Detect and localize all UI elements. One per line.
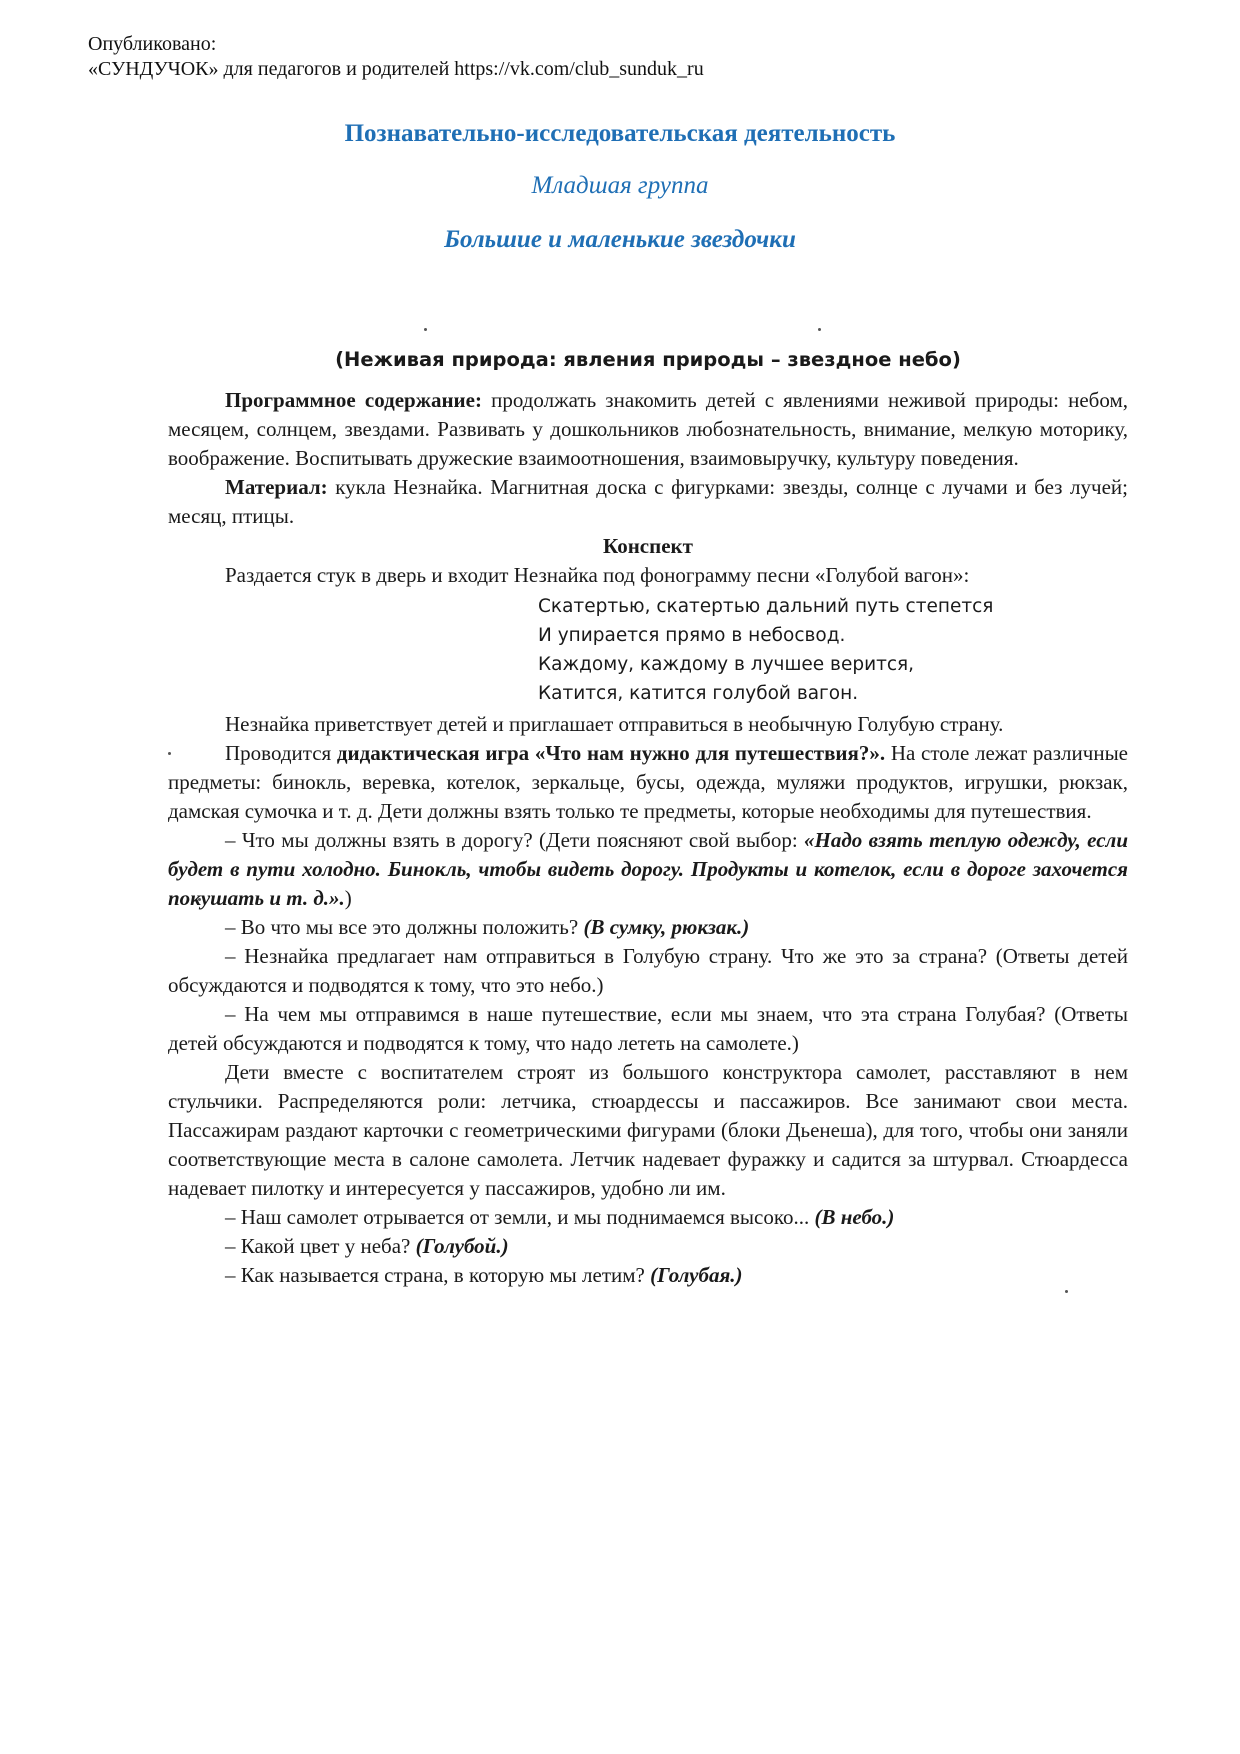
material-paragraph [168,473,1128,531]
publisher-line: «СУНДУЧОК» для педагогов и родителей https://vk.com/club_sunduk_ru [88,58,704,80]
l3-answer: (Голубая.) [650,1263,743,1287]
question-4: – На чем мы отправимся в наше путешествие, если мы знаем, что эта страна Голубая? (Ответы детей обсуждаются и подводятся к тому, что надо лететь на самолете.) [168,1002,1128,1055]
poem-line: Каждому, каждому в лучшее верится, [538,654,915,675]
q2-answer: (В сумку, рюкзак.) [583,915,750,939]
song-lyrics [538,592,1128,708]
greeting-paragraph: Незнайка приветствует детей и приглашает отправиться в необычную Голубую страну. [225,712,1004,736]
l2-text: – Какой цвет у неба? [225,1234,416,1258]
game-name: дидактическая игра «Что нам нужно для путешествия?». [336,741,886,765]
l1-answer: (В небо.) [814,1205,895,1229]
program-content-paragraph [168,386,1128,473]
line-2 [168,1232,1128,1261]
program-label: Программное содержание: [225,388,482,412]
scan-speck [1065,1290,1068,1293]
game-pre: Проводится [225,741,337,765]
line-3 [168,1261,1128,1290]
question-1 [168,826,1128,913]
l1-text: – Наш самолет отрывается от земли, и мы поднимаемся высоко... [225,1205,815,1229]
question-2 [168,913,1128,942]
l2-answer: (Голубой.) [415,1234,509,1258]
material-label: Материал: [225,475,328,499]
poem-line: И упирается прямо в небосвод. [538,625,846,646]
program-text: продолжать знакомить детей с явлениями неживой природы: небом, месяцем, солнцем, звездами. Развивать у дошкольников любознательность, внимание, мелкую моторику, воображение. Воспитывать дружеские взаимоотношения, взаимовыручку, культуру поведения. [168,388,1128,470]
scanned-lesson-text [168,345,1128,1290]
lesson-title: Большие и маленькие звездочки [444,226,796,253]
game-paragraph [168,739,1128,826]
group-heading: Младшая группа [531,172,709,199]
intro-paragraph: Раздается стук в дверь и входит Незнайка под фонограмму песни «Голубой вагон»: [225,563,970,587]
q1-end: ) [344,886,352,910]
published-label: Опубликовано: [88,33,217,55]
q1-text: – Что мы должны взять в дорогу? (Дети поясняют свой выбор: [225,828,805,852]
scan-speck [818,328,821,331]
build-plane-paragraph: Дети вместе с воспитателем строят из большого конструктора самолет, расставляют в нем стульчики. Распределяются роли: летчика, стюардессы и пассажиров. Все занимают свои места. Пассажирам раздают карточки с геометрическими фигурами (блоки Дьенеша), для того, чтобы они заняли соответствующие места в салоне самолета. Летчик надевает фуражку и садится за штурвал. Стюардесса надевает пилотку и интересуется у пассажиров, удобно ли им. [168,1060,1128,1200]
question-3: – Незнайка предлагает нам отправиться в Голубую страну. Что же это за страна? (Ответы детей обсуждаются и подводятся к тому, что это небо.) [168,944,1128,997]
game-text: На столе лежат различные предметы: бинокль, веревка, котелок, зеркальце, бусы, одежда, муляжи продуктов, игрушки, рюкзак, дамская сумочка и т. д. Дети должны взять только те предметы, которые необходимы для путешествия. [168,741,1129,823]
activity-heading: Познавательно-исследовательская деятельность [344,120,896,147]
scan-speck [424,328,427,331]
poem-line: Скатертью, скатертью дальний путь степется [538,596,994,617]
publication-header [88,32,704,82]
material-text: кукла Незнайка. Магнитная доска с фигурками: звезды, солнце с лучами и без лучей; месяц, птицы. [168,475,1128,528]
l3-text: – Как называется страна, в которую мы летим? [225,1263,651,1287]
lesson-subtitle: (Неживая природа: явления природы – звездное небо) [335,348,961,371]
line-1 [168,1203,1128,1232]
konspekt-heading: Конспект [603,534,693,558]
q1-answer: «Надо взять теплую одежду, если будет в пути холодно. Бинокль, чтобы видеть дорогу. Продукты и котелок, если в дороге захочется покушать и т. д.». [168,828,1129,910]
q2-text: – Во что мы все это должны положить? [225,915,584,939]
poem-line: Катится, катится голубой вагон. [538,683,859,704]
